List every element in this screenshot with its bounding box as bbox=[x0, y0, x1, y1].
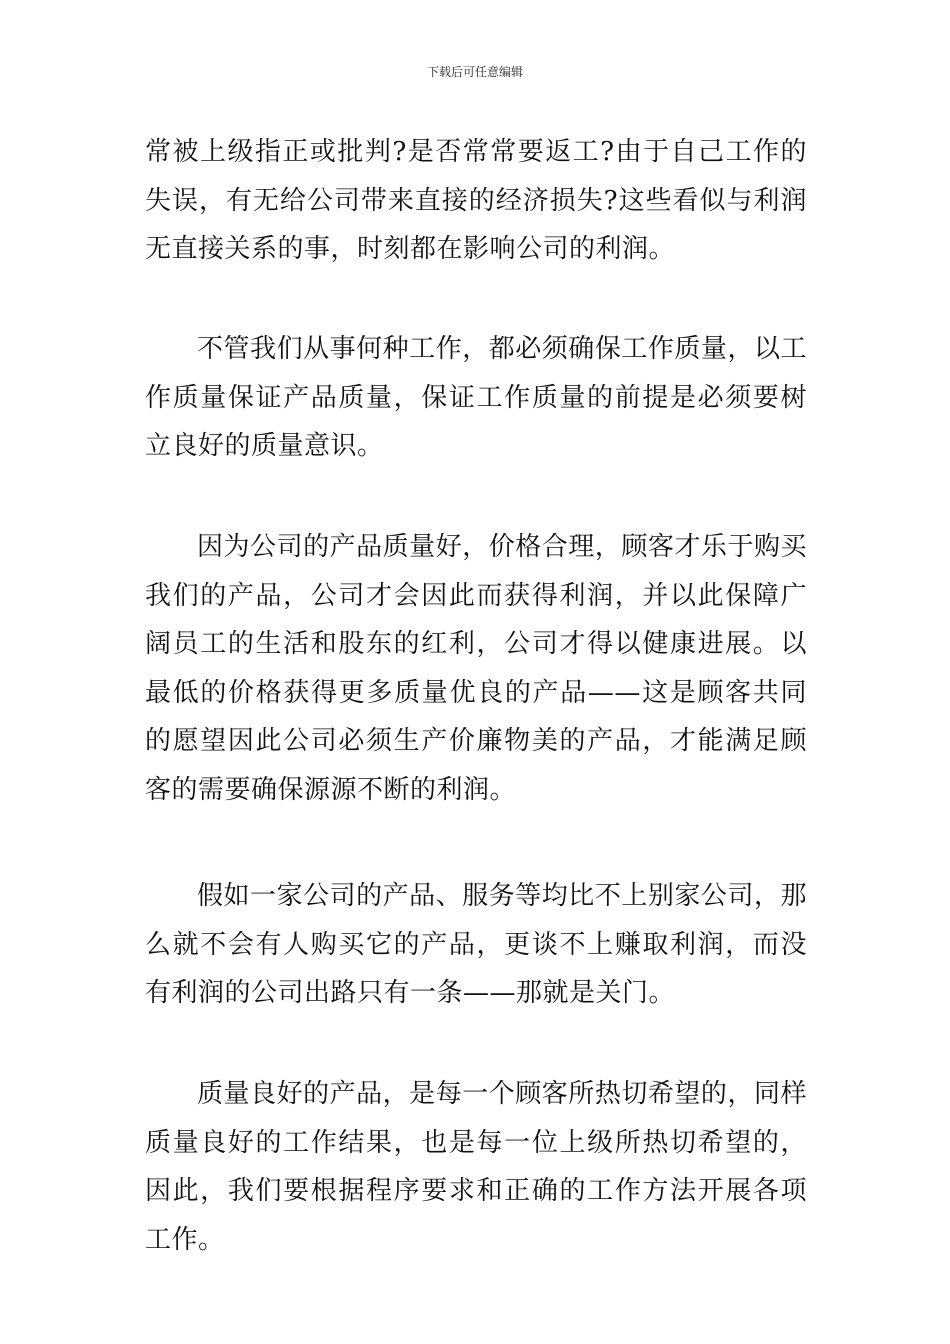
paragraph-4: 假如一家公司的产品、服务等均比不上别家公司，那么就不会有人购买它的产品，更谈不上赚取利润，而没有利润的公司出路只有一条——那就是关门。 bbox=[145, 881, 807, 1008]
paragraph-1: 常被上级指正或批判?是否常常要返工?由于自己工作的失误，有无给公司带来直接的经济损失?这些看似与利润无直接关系的事，时刻都在影响公司的利润。 bbox=[145, 137, 807, 264]
page-header: 下载后可任意编辑 bbox=[426, 65, 523, 79]
paragraph-3: 因为公司的产品质量好，价格合理，顾客才乐于购买我们的产品，公司才会因此而获得利润，并以此保障广阔员工的生活和股东的红利，公司才得以健康进展。以最低的价格获得更多质量优良的产品——这是顾客共同的愿望因此公司必须生产价廉物美的产品，才能满足顾客的需要确保源源不断的利润。 bbox=[145, 532, 807, 805]
paragraph-2: 不管我们从事何种工作，都必须确保工作质量，以工作质量保证产品质量，保证工作质量的前提是必须要树立良好的质量意识。 bbox=[145, 334, 807, 461]
paragraph-5: 质量良好的产品，是每一个顾客所热切希望的，同样质量良好的工作结果，也是每一位上级所热切希望的，因此，我们要根据程序要求和正确的工作方法开展各项工作。 bbox=[145, 1079, 807, 1255]
